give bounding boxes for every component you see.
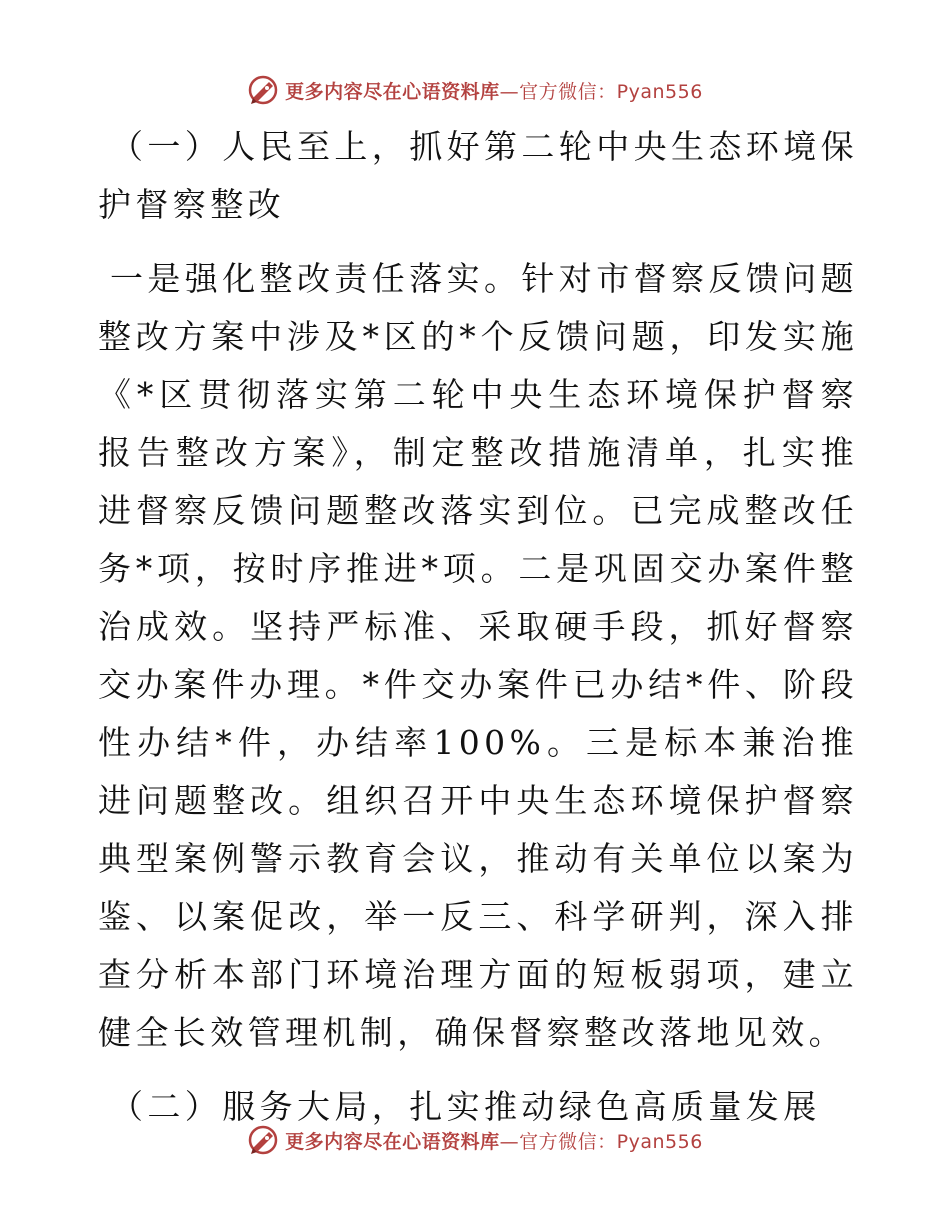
section-heading-1: （一）人民至上，抓好第二轮中央生态环境保护督察整改 — [98, 127, 858, 224]
watermark-tail: 官方微信：Pyan556 — [519, 1130, 703, 1153]
section-heading-2: （二）服务大局，扎实推动绿色高质量发展 — [110, 1087, 821, 1126]
watermark-footer — [0, 1122, 950, 1158]
watermark-main: 更多内容尽在心语资料库 — [285, 80, 500, 103]
watermark-text — [285, 1127, 703, 1154]
pen-logo-icon — [247, 1124, 279, 1156]
pen-logo-icon — [247, 74, 279, 106]
watermark-tail: 官方微信：Pyan556 — [519, 80, 703, 103]
watermark-dash: — — [499, 80, 520, 103]
watermark-header — [0, 72, 950, 108]
watermark-dash: — — [499, 1130, 520, 1153]
watermark-main: 更多内容尽在心语资料库 — [285, 1130, 500, 1153]
watermark-text — [285, 77, 703, 104]
section-paragraph-1: 一是强化整改责任落实。针对市督察反馈问题整改方案中涉及*区的*个反馈问题，印发实施《*区贯彻落实第二轮中央生态环境保护督察报告整改方案》，制定整改措施清单，扎实推进督察反馈问题整改落实到位。已完成整改任务*项，按时序推进*项。二是巩固交办案件整治成效。坚持严标准、采取硬手段，抓好督察交办案件办理。*件交办案件已办结*件、阶段性办结*件，办结率100%。三是标本兼治推进问题整改。组织召开中央生态环境保护督察典型案例警示教育会议，推动有关单位以案为鉴、以案促改，举一反三、科学研判，深入排查分析本部门环境治理方面的短板弱项，建立健全长效管理机制，确保督察整改落地见效。 — [98, 259, 858, 1052]
document-body — [98, 118, 858, 1136]
